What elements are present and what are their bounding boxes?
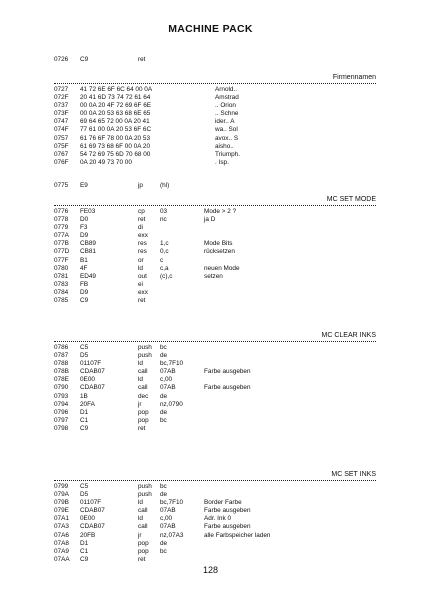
- mnemonic: jr: [138, 400, 142, 408]
- mnemonic: ld: [138, 376, 143, 384]
- mnemonic: res: [138, 240, 147, 248]
- address: 0788: [54, 360, 69, 368]
- address: 0796: [54, 408, 69, 416]
- address: 0776: [54, 208, 69, 215]
- address: 075F: [54, 142, 69, 150]
- operand: nz,07A3: [160, 531, 184, 539]
- address: 077D: [54, 248, 70, 256]
- mnemonic: pop: [138, 408, 149, 416]
- operand: bc: [160, 483, 167, 490]
- listing-row: [54, 232, 376, 240]
- mnemonic: push: [138, 483, 152, 490]
- operand: bc: [160, 547, 167, 555]
- opcode-bytes: CDAB07: [80, 368, 105, 376]
- section-label: MC CLEAR INKS: [319, 331, 376, 340]
- address: 074F: [54, 126, 69, 134]
- listing-row: [54, 515, 376, 523]
- comment: wa.. Sol: [215, 126, 238, 134]
- address: 07A8: [54, 539, 69, 547]
- listing-row: [54, 257, 376, 265]
- opcode-bytes: C9: [80, 56, 89, 63]
- opcode-bytes: 20FB: [80, 531, 96, 539]
- operand: (hl): [160, 182, 170, 189]
- mnemonic: ei: [138, 280, 143, 288]
- opcode-bytes: D5: [80, 491, 89, 499]
- opcode-bytes: 01107F: [80, 499, 102, 507]
- opcode-bytes: C9: [80, 297, 89, 305]
- opcode-bytes: CDAB07: [80, 384, 105, 392]
- operand: bc: [160, 416, 167, 424]
- address: 0775: [54, 182, 69, 189]
- comment: Mode Bits: [204, 240, 233, 248]
- listing-row: [54, 151, 376, 159]
- listing-row: [54, 297, 376, 305]
- listing-row: [54, 384, 376, 392]
- opcode-bytes: C1: [80, 547, 89, 555]
- listing-row: [54, 417, 376, 425]
- mnemonic: jp: [138, 182, 143, 189]
- listing-row: [54, 182, 376, 190]
- listing-row: [54, 499, 376, 507]
- section-divider: [54, 331, 376, 342]
- operand: de: [160, 352, 168, 360]
- listing-row: [54, 556, 376, 564]
- address: 0781: [54, 272, 69, 280]
- mnemonic: ld: [138, 360, 143, 368]
- address: 0798: [54, 424, 69, 432]
- listing-row: [54, 376, 376, 384]
- section-label: MC SET MODE: [324, 195, 376, 204]
- section-divider: [54, 470, 376, 481]
- mnemonic: di: [138, 224, 143, 232]
- opcode-bytes: 20 41 6D 73 74 72 61 64: [80, 94, 151, 102]
- section-label: MC SET INKS: [328, 470, 376, 479]
- listing-row: [54, 507, 376, 515]
- listing-section: [54, 180, 376, 190]
- address: 0787: [54, 352, 69, 360]
- operand: 1,c: [160, 240, 169, 248]
- listing-row: [54, 523, 376, 531]
- operand: 07AB: [160, 523, 176, 531]
- opcode-bytes: 54 72 69 75 6D 70 68 00: [80, 150, 151, 158]
- mnemonic: ld: [138, 515, 143, 523]
- comment: Adr. Ink 0: [204, 515, 231, 523]
- mnemonic: cp: [138, 208, 145, 215]
- operand: (c),c: [160, 272, 173, 280]
- listing-row: [54, 540, 376, 548]
- comment: Farbe ausgeben: [204, 384, 251, 392]
- listing-section: [54, 73, 376, 167]
- mnemonic: call: [138, 507, 148, 515]
- operand: 07AB: [160, 368, 176, 376]
- mnemonic: pop: [138, 539, 149, 547]
- operand: 0,c: [160, 248, 169, 256]
- mnemonic: call: [138, 523, 148, 531]
- address: 072F: [54, 94, 69, 102]
- listing-row: [54, 409, 376, 417]
- address: 0790: [54, 384, 69, 392]
- listing-row: [54, 118, 376, 126]
- opcode-bytes: CDAB07: [80, 523, 105, 531]
- listing-row: [54, 425, 376, 433]
- opcode-bytes: C5: [80, 483, 89, 490]
- opcode-bytes: D9: [80, 232, 89, 240]
- opcode-bytes: 00 0A 20 53 63 68 6E 65: [80, 110, 151, 118]
- comment: . Isp.: [215, 158, 229, 166]
- address: 0779: [54, 224, 69, 232]
- mnemonic: ret: [138, 216, 146, 224]
- mnemonic: jr: [138, 531, 142, 539]
- listing-row: [54, 368, 376, 376]
- listing-row: [54, 126, 376, 134]
- listing-row: [54, 94, 376, 102]
- comment: rücksetzen: [204, 248, 235, 256]
- opcode-bytes: D9: [80, 288, 89, 296]
- comment: .. Orion: [215, 102, 236, 110]
- listing-row: [54, 360, 376, 368]
- opcode-bytes: 41 72 6E 6F 6C 64 00 0A: [80, 86, 153, 93]
- comment: neuen Mode: [204, 264, 240, 272]
- address: 07AA: [54, 555, 70, 563]
- opcode-bytes: 0E00: [80, 515, 95, 523]
- opcode-bytes: 69 64 65 72 00 0A 20 41: [80, 118, 150, 126]
- listing-section: [54, 470, 376, 564]
- address: 0757: [54, 134, 69, 142]
- address: 0747: [54, 118, 69, 126]
- address: 0799: [54, 483, 69, 490]
- section-label: Firmennamen: [330, 73, 376, 82]
- mnemonic: res: [138, 248, 147, 256]
- comment: setzen: [204, 272, 223, 280]
- mnemonic: dec: [138, 392, 149, 400]
- operand: de: [160, 408, 168, 416]
- listing-section: [54, 331, 376, 433]
- opcode-bytes: ED49: [80, 272, 96, 280]
- listing-row: [54, 491, 376, 499]
- opcode-bytes: 61 76 6F 78 00 0A 20 53: [80, 134, 151, 142]
- mnemonic: pop: [138, 547, 149, 555]
- listing-row: [54, 352, 376, 360]
- listing-row: [54, 56, 376, 64]
- address: 0794: [54, 400, 69, 408]
- operand: 03: [160, 208, 168, 215]
- listing-row: [54, 483, 376, 491]
- mnemonic: push: [138, 344, 152, 351]
- address: 07A3: [54, 523, 69, 531]
- listing-row: [54, 273, 376, 281]
- comment: ja D: [204, 216, 216, 224]
- mnemonic: ret: [138, 424, 146, 432]
- address: 077B: [54, 240, 69, 248]
- opcode-bytes: 00 0A 20 4F 72 69 6F 6E: [80, 102, 152, 110]
- address: 0737: [54, 102, 69, 110]
- opcode-bytes: E9: [80, 182, 88, 189]
- mnemonic: exx: [138, 232, 148, 240]
- address: 0778: [54, 216, 69, 224]
- address: 0783: [54, 280, 69, 288]
- operand: bc,7F10: [160, 499, 184, 507]
- opcode-bytes: F3: [80, 224, 88, 232]
- listing-row: [54, 208, 376, 216]
- mnemonic: exx: [138, 288, 148, 296]
- address: 0780: [54, 264, 69, 272]
- address: 0785: [54, 297, 69, 305]
- mnemonic: call: [138, 368, 148, 376]
- address: 079B: [54, 499, 69, 507]
- operand: bc: [160, 344, 167, 351]
- opcode-bytes: D1: [80, 539, 89, 547]
- operand: de: [160, 392, 168, 400]
- address: 077A: [54, 232, 69, 240]
- address: 07A6: [54, 531, 69, 539]
- opcode-bytes: D0: [80, 216, 89, 224]
- listing-row: [54, 393, 376, 401]
- listing-row: [54, 248, 376, 256]
- mnemonic: push: [138, 491, 152, 499]
- opcode-bytes: 61 69 73 68 6F 00 0A 20: [80, 142, 151, 150]
- listing-row: [54, 224, 376, 232]
- opcode-bytes: 01107F: [80, 360, 102, 368]
- listing-row: [54, 401, 376, 409]
- comment: Triumph.: [215, 150, 240, 158]
- listing-row: [54, 281, 376, 289]
- comment: Farbe ausgeben: [204, 368, 251, 376]
- mnemonic: call: [138, 384, 148, 392]
- listing-row: [54, 265, 376, 273]
- comment: .. Schne: [215, 110, 239, 118]
- listing-row: [54, 135, 376, 143]
- opcode-bytes: D5: [80, 352, 89, 360]
- listing-row: [54, 216, 376, 224]
- opcode-bytes: CDAB07: [80, 507, 105, 515]
- comment: aisho..: [215, 142, 234, 150]
- opcode-bytes: C9: [80, 555, 89, 563]
- listing-row: [54, 102, 376, 110]
- comment: Farbe ausgeben: [204, 507, 251, 515]
- address: 079E: [54, 507, 69, 515]
- section-divider: [54, 195, 376, 206]
- address: 073F: [54, 110, 69, 118]
- opcode-bytes: CB81: [80, 248, 96, 256]
- address: 078B: [54, 368, 69, 376]
- opcode-bytes: C1: [80, 416, 89, 424]
- address: 07A9: [54, 547, 69, 555]
- opcode-bytes: FB: [80, 280, 89, 288]
- address: 0793: [54, 392, 69, 400]
- listing-row: [54, 159, 376, 167]
- listing-row: [54, 110, 376, 118]
- operand: nc: [160, 216, 167, 224]
- listing-row: [54, 240, 376, 248]
- operand: c,00: [160, 515, 173, 523]
- mnemonic: ld: [138, 264, 143, 272]
- opcode-bytes: 20FA: [80, 400, 95, 408]
- opcode-bytes: 77 61 00 0A 20 53 6F 6C: [80, 126, 152, 134]
- comment: Mode > 2 ?: [204, 208, 237, 215]
- address: 077F: [54, 256, 69, 264]
- comment: Farbe ausgeben: [204, 523, 251, 531]
- operand: c,00: [160, 376, 173, 384]
- listing-row: [54, 532, 376, 540]
- address: 0767: [54, 150, 69, 158]
- opcode-bytes: D1: [80, 408, 89, 416]
- listing-row: [54, 344, 376, 352]
- address: 0727: [54, 86, 69, 93]
- operand: bc,7F10: [160, 360, 184, 368]
- operand: 07AB: [160, 507, 176, 515]
- opcode-bytes: 0A 20 49 73 70 00: [80, 158, 132, 166]
- operand: 07AB: [160, 384, 176, 392]
- listing-row: [54, 548, 376, 556]
- opcode-bytes: FE03: [80, 208, 96, 215]
- mnemonic: pop: [138, 416, 149, 424]
- opcode-bytes: B1: [80, 256, 88, 264]
- opcode-bytes: 1B: [80, 392, 88, 400]
- comment: ider.. A: [215, 118, 235, 126]
- operand: de: [160, 539, 168, 547]
- address: 078E: [54, 376, 69, 384]
- address: 07A1: [54, 515, 69, 523]
- opcode-bytes: C5: [80, 344, 89, 351]
- page-title: MACHINE PACK: [168, 23, 253, 35]
- comment: Border Farbe: [204, 499, 242, 507]
- mnemonic: or: [138, 256, 144, 264]
- mnemonic: out: [138, 272, 147, 280]
- page-number: 128: [202, 565, 219, 575]
- listing-section: [54, 54, 376, 64]
- address: 0797: [54, 416, 69, 424]
- opcode-bytes: 0E00: [80, 376, 95, 384]
- operand: nz,0790: [160, 400, 183, 408]
- operand: c: [160, 256, 164, 264]
- comment: Amstrad: [215, 94, 239, 102]
- opcode-bytes: C9: [80, 424, 89, 432]
- mnemonic: ret: [138, 297, 146, 305]
- mnemonic: ret: [138, 56, 146, 63]
- address: 076F: [54, 158, 69, 166]
- opcode-bytes: 4F: [80, 264, 88, 272]
- mnemonic: ret: [138, 555, 146, 563]
- listing-row: [54, 143, 376, 151]
- comment: Arnold..: [215, 86, 238, 93]
- address: 0784: [54, 288, 69, 296]
- address: 0786: [54, 344, 69, 351]
- operand: c,a: [160, 264, 169, 272]
- address: 079A: [54, 491, 69, 499]
- mnemonic: push: [138, 352, 152, 360]
- section-divider: [54, 73, 376, 84]
- listing-row: [54, 86, 376, 94]
- operand: de: [160, 491, 168, 499]
- address: 0726: [54, 56, 69, 63]
- comment: alle Farbspeicher laden: [204, 531, 271, 539]
- mnemonic: ld: [138, 499, 143, 507]
- listing-row: [54, 289, 376, 297]
- opcode-bytes: CB89: [80, 240, 96, 248]
- listing-section: [54, 195, 376, 305]
- comment: avox.. S: [215, 134, 239, 142]
